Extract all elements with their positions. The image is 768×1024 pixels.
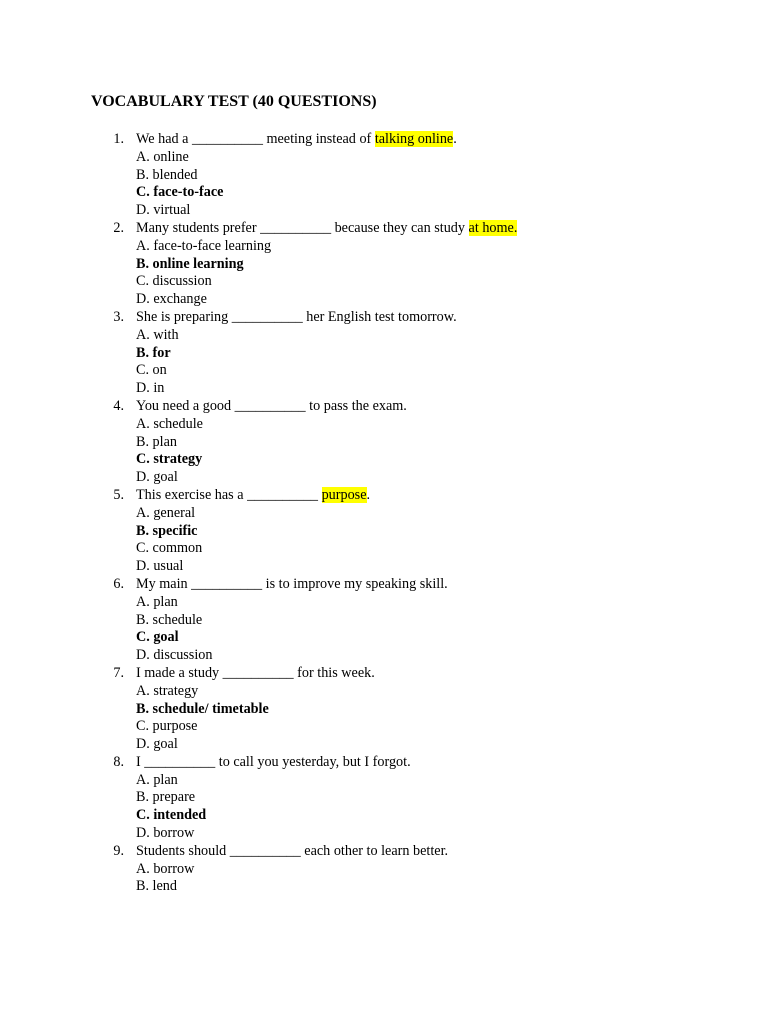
question-item xyxy=(0,398,768,487)
answer-option: A. plan xyxy=(136,771,178,788)
question-text xyxy=(136,754,411,772)
question-stem: I __________ to call you yesterday, but I forgot. xyxy=(136,753,411,770)
question-stem: I made a study __________ for this week. xyxy=(136,664,375,681)
question-item xyxy=(0,754,768,843)
answer-option: A. with xyxy=(136,326,179,343)
question-number: 6. xyxy=(113,575,124,592)
question-line xyxy=(0,220,768,238)
question-text xyxy=(136,220,517,238)
question-line xyxy=(0,131,768,149)
question-stem-end: . xyxy=(366,486,371,503)
question-stem: Many students prefer __________ because they can study xyxy=(136,219,469,236)
question-stem: Students should __________ each other to learn better. xyxy=(136,842,449,859)
question-item xyxy=(0,576,768,665)
highlighted-phrase: purpose xyxy=(321,486,367,503)
question-list xyxy=(0,131,768,896)
answer-option-correct: C. goal xyxy=(136,629,179,646)
question-number: 9. xyxy=(113,842,124,859)
answer-option: A. schedule xyxy=(136,415,203,432)
question-item xyxy=(0,131,768,220)
answer-option-correct: C. strategy xyxy=(136,451,203,468)
question-item xyxy=(0,220,768,309)
answer-option: A. online xyxy=(136,148,189,165)
question-number: 5. xyxy=(113,486,124,503)
question-text xyxy=(136,398,407,416)
answer-option: B. prepare xyxy=(136,789,196,806)
question-item xyxy=(0,665,768,754)
question-item xyxy=(0,487,768,576)
question-text xyxy=(136,309,457,327)
answer-option: D. goal xyxy=(136,469,178,486)
question-stem: We had a __________ meeting instead of xyxy=(136,131,375,147)
question-text xyxy=(136,131,457,149)
question-number: 7. xyxy=(113,664,124,681)
answer-option-correct: B. specific xyxy=(136,522,198,539)
question-stem-end: . xyxy=(453,131,457,147)
answer-option: D. usual xyxy=(136,558,184,575)
answer-option: A. general xyxy=(136,504,196,521)
page-title: VOCABULARY TEST (40 QUESTIONS) xyxy=(91,93,377,110)
question-line xyxy=(0,843,768,861)
answer-option: B. schedule xyxy=(136,611,203,628)
answer-option-correct: C. face-to-face xyxy=(136,184,224,201)
answer-option: C. on xyxy=(136,362,167,379)
question-text xyxy=(136,576,448,594)
answer-option: A. borrow xyxy=(136,860,195,877)
answer-option: A. strategy xyxy=(136,682,199,699)
answer-option: C. common xyxy=(136,540,203,557)
question-stem: You need a good __________ to pass the exam. xyxy=(136,397,407,414)
question-text xyxy=(136,843,448,861)
question-number: 4. xyxy=(113,397,124,414)
answer-option: B. lend xyxy=(136,878,177,895)
answer-option: D. goal xyxy=(136,736,178,753)
answer-option: B. plan xyxy=(136,433,177,450)
answer-option: A. face-to-face learning xyxy=(136,237,272,254)
question-stem: This exercise has a __________ xyxy=(136,486,322,503)
question-number: 1. xyxy=(113,131,124,147)
question-line xyxy=(0,576,768,594)
answer-option-correct: C. intended xyxy=(136,807,207,824)
question-number: 8. xyxy=(113,753,124,770)
question-number: 3. xyxy=(113,308,124,325)
answer-option: D. exchange xyxy=(136,291,207,308)
question-text xyxy=(136,487,370,505)
answer-option: B. blended xyxy=(136,166,198,183)
highlighted-phrase: talking online xyxy=(374,131,454,147)
question-stem: She is preparing __________ her English test tomorrow. xyxy=(136,308,457,325)
answer-option: D. borrow xyxy=(136,825,195,842)
answer-option: D. discussion xyxy=(136,647,213,664)
answer-option: D. virtual xyxy=(136,202,191,219)
question-line xyxy=(0,487,768,505)
highlighted-phrase: at home. xyxy=(468,219,518,236)
answer-option: D. in xyxy=(136,380,165,397)
question-line xyxy=(0,309,768,327)
answer-option-correct: B. schedule/ timetable xyxy=(136,700,269,717)
question-line xyxy=(0,665,768,683)
question-line xyxy=(0,754,768,772)
question-text xyxy=(136,665,375,683)
question-number: 2. xyxy=(113,219,124,236)
question-stem: My main __________ is to improve my speaking skill. xyxy=(136,575,448,592)
answer-option: C. discussion xyxy=(136,273,212,290)
question-item xyxy=(0,843,768,896)
answer-option-correct: B. for xyxy=(136,344,171,361)
answer-option: A. plan xyxy=(136,593,178,610)
question-item xyxy=(0,309,768,398)
answer-option-correct: B. online learning xyxy=(136,255,244,272)
question-line xyxy=(0,398,768,416)
answer-option: C. purpose xyxy=(136,718,198,735)
